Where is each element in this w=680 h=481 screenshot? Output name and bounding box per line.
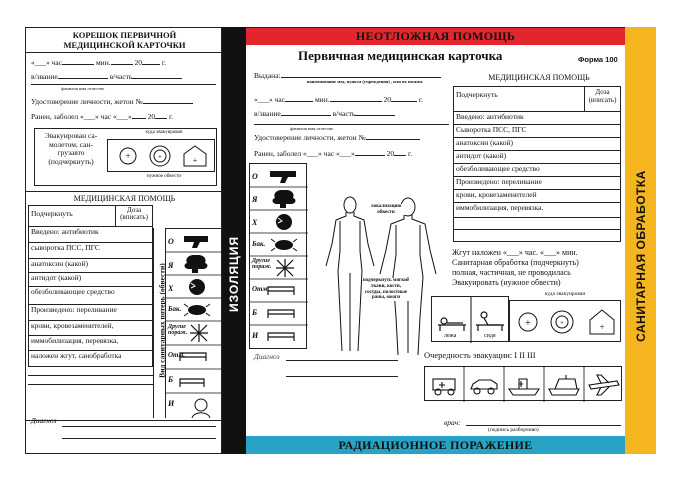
stub-medhelp-title: МЕДИЦИНСКАЯ ПОМОЩЬ: [73, 194, 176, 203]
body-diagram: [310, 191, 450, 359]
stub-table-row: крови, кровезаменителей,: [29, 321, 152, 336]
card-evac-icons: [509, 300, 621, 342]
stub-table-row: иммобилизация, перевязка,: [29, 336, 152, 351]
evac-transport-icons: [510, 301, 622, 343]
card-symbol-bak: Бак.: [252, 240, 266, 248]
card-loss-symbols-icon: [250, 164, 308, 350]
card-symbol-otm: Отм.: [252, 285, 270, 293]
stub-evac-icons: [107, 139, 215, 172]
stub-symbol-bak: Бак.: [168, 305, 182, 313]
card-table-extra: [453, 218, 621, 242]
card-medhelp-title: МЕДИЦИНСКАЯ ПОМОЩЬ: [488, 73, 590, 82]
doctor-label: врач:: [444, 418, 461, 427]
stub-evac-box: [34, 128, 217, 186]
stub-title-rule: [26, 52, 223, 53]
tourniquet-line: Жгут наложен «___» час. «___» мин.: [452, 248, 578, 257]
transport-type-icons: [425, 367, 623, 402]
card-title: Первичная медицинская карточка: [298, 48, 503, 63]
localization-caption: локализацию обвести: [366, 204, 406, 215]
stub-underline-label: Подчеркнуть: [29, 206, 116, 226]
stub-symbol-b: Б: [168, 375, 174, 384]
svg-text:+: +: [560, 319, 564, 327]
card-dose-label: Доза (вписать): [588, 88, 617, 104]
bottom-banner-text: РАДИАЦИОННОЕ ПОРАЖЕНИЕ: [338, 438, 533, 452]
card-table-row: анатоксин (какой): [454, 138, 620, 151]
stub-date-line: «___» час мин. 20 г.: [31, 58, 166, 67]
card-table-row: крови, кровезаменителей: [454, 190, 620, 203]
queue-label: Очередность эвакуации: I II III: [424, 350, 536, 360]
stub-extra-lines: [28, 367, 153, 385]
card-diagnosis-line2: [286, 376, 398, 377]
card-symbol-b: Б: [252, 308, 258, 317]
sanitary-line2: полная, частичная, не проводилась: [452, 268, 571, 277]
stub-table-row: Произведено: переливание: [29, 305, 152, 321]
card-symbol-ya: Я: [252, 195, 258, 204]
bottom-banner: [246, 436, 625, 454]
main-card: [246, 27, 625, 454]
stub-table-header: [29, 206, 152, 227]
card-medhelp-table: [453, 86, 621, 218]
stub-dose-label: Доза (вписать): [120, 206, 148, 222]
isolation-label: ИЗОЛЯЦИЯ: [227, 235, 241, 313]
stub-symbol-column: [165, 228, 223, 418]
underline-caption: подчеркнуть мягкие ткани, кости, сосуды, полостные раны, ожоги: [362, 278, 410, 301]
svg-text:+: +: [192, 156, 198, 165]
stub-evac-where: куда эвакуирован: [145, 130, 183, 135]
svg-text:+: +: [158, 153, 162, 161]
stub-symbol-i: И: [168, 399, 175, 408]
card-symbol-o: О: [252, 172, 258, 181]
card-symbol-i: И: [252, 331, 259, 340]
stub-symbol-other: Другие пораж.: [168, 324, 188, 336]
stretcher-box: [431, 296, 509, 342]
stub-evac-circled: нужное обвести: [146, 174, 182, 179]
sanitary-strip-label: САНИТАРНАЯ ОБРАБОТКА: [634, 170, 648, 342]
stub-symbol-otm: Отм.: [168, 351, 186, 359]
signature-caption: (подпись разборчиво): [488, 427, 539, 433]
issued-line: Выдана:: [254, 71, 441, 80]
evac-line: Эвакуировать (нужное обвести): [452, 278, 561, 287]
card-evac-where: куда эвакуирован: [544, 291, 586, 297]
card-table-row: Произведено: переливание: [454, 177, 620, 190]
stub-table-row: обезболивающее средство: [29, 287, 152, 305]
stub-vertical-label: Вид санитарных потерь (обвести): [153, 228, 165, 418]
stub-title-line1: КОРЕШОК ПЕРВИЧНОЙ: [72, 30, 177, 40]
stub-wounded-line: Ранен, заболел «___» час «___» 20 г.: [31, 112, 174, 121]
svg-text:+: +: [125, 151, 131, 161]
stub-name-field: фамилия имя отчество: [31, 84, 216, 91]
issued-caption: наименование мед. пункта (учреждения) , или их штамп.: [306, 79, 424, 84]
stub-diagnosis: Диагноз: [31, 416, 57, 425]
card-underline-label: Подчеркнуть: [454, 87, 585, 111]
stub-diagnosis-line1: [62, 426, 216, 427]
card-wounded-line: Ранен, заболел «___» час «___» 20 г.: [254, 149, 413, 158]
card-table-header: [454, 87, 620, 112]
sanitary-line1: Санитарная обработка (подчеркнуть): [452, 258, 579, 267]
isolation-strip: [222, 27, 246, 454]
form-number: Форма 100: [578, 55, 618, 64]
card-table-row: иммобилизация, перевязка.: [456, 203, 544, 212]
sitting-label: сидя: [484, 333, 496, 339]
card-table-row: антидот (какой): [454, 151, 620, 164]
stub-table-row: Введено: антибиотик: [29, 227, 152, 243]
transport-box: [424, 366, 622, 401]
stub-section-rule: [26, 191, 223, 192]
stub-rank-line: в/звание в/часть: [31, 72, 182, 81]
svg-text:+: +: [599, 322, 605, 332]
card-rank-line: в/звание в/часть: [254, 109, 395, 118]
card-table-row: Введено: антибиотик: [454, 112, 620, 125]
top-banner: [246, 28, 625, 45]
stub-table-row: анатоксин (какой): [29, 259, 152, 273]
card-symbol-kh: Х: [252, 218, 258, 227]
stub-evac-symbols-icon: [108, 140, 216, 173]
card-name-field: фамилия имя отчество: [254, 124, 449, 131]
top-banner-text: НЕОТЛОЖНАЯ ПОМОЩЬ: [355, 29, 516, 43]
card-table-row: обезболивающее средство: [454, 164, 620, 177]
svg-text:+: +: [525, 318, 531, 329]
human-body-outline-icon: [310, 191, 450, 359]
stub: [25, 27, 222, 454]
stub-title-line2: МЕДИЦИНСКОЙ КАРТОЧКИ: [63, 40, 186, 50]
stub-id-line: Удостоверение личности, жетон №: [31, 97, 193, 106]
stub-table-row: сыворотка ПСС, ПГС: [29, 243, 152, 259]
card-id-line: Удостоверение личности, жетон №: [254, 133, 420, 142]
stub-diagnosis-line2: [62, 438, 216, 439]
stub-symbol-ya: Я: [168, 261, 174, 270]
card-symbol-other: Другие пораж.: [252, 258, 272, 270]
stub-table-row: наложен жгут, санобработка: [31, 351, 122, 360]
sanitary-strip: [625, 27, 656, 454]
stub-evac-text: Эвакуирован са-молетом, сан-грузавто (подчеркнуть): [44, 131, 98, 166]
lying-label: лежа: [444, 333, 457, 339]
card-diagnosis-line1: [286, 360, 398, 361]
card-diagnosis: Диагноз: [254, 352, 280, 361]
card-symbol-column: [249, 163, 307, 349]
doctor-signature-line: [466, 425, 621, 426]
stub-symbol-o: О: [168, 237, 174, 246]
card-table-row: Сыворотка ПСС, ПГС: [454, 125, 620, 138]
card-date-line: «___» час мин. 20 г.: [254, 95, 423, 104]
stub-symbol-kh: Х: [168, 284, 174, 293]
stub-table-row: антидот (какой): [29, 273, 152, 287]
stub-medhelp-table: [28, 205, 153, 367]
